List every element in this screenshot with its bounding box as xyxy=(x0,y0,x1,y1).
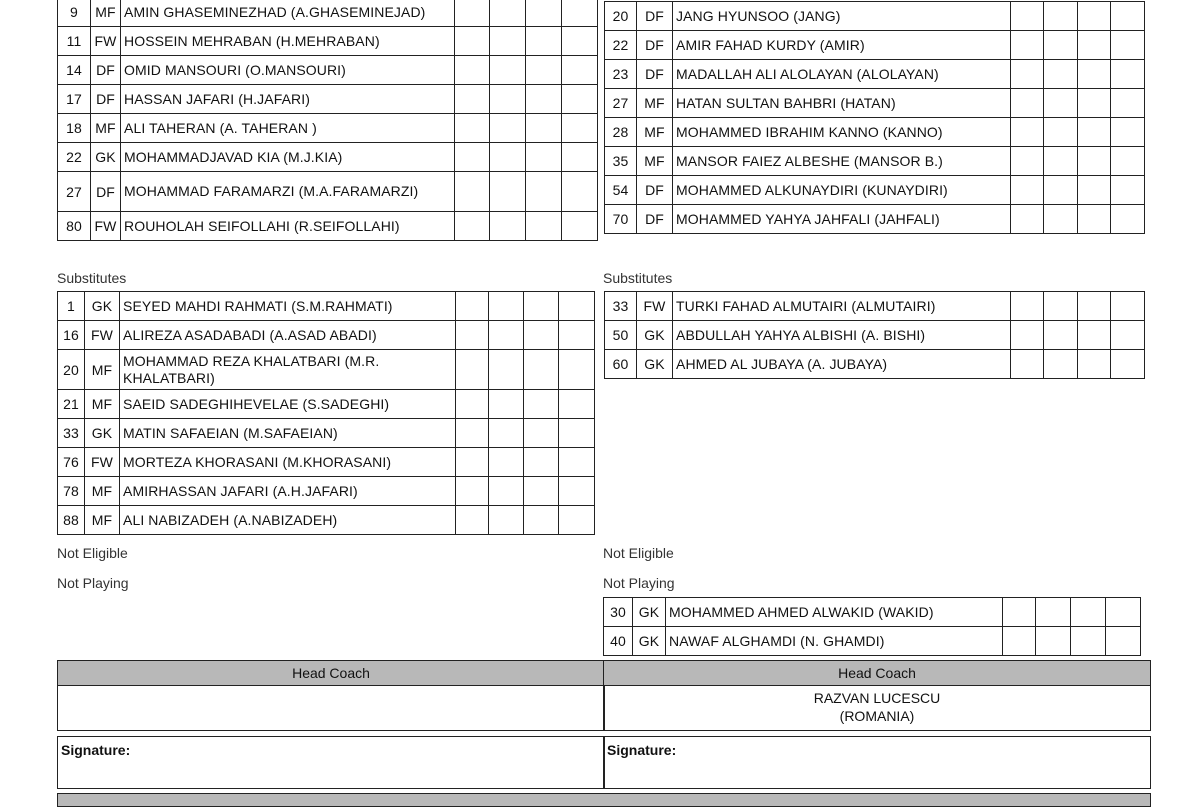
player-row xyxy=(58,448,595,477)
player-position: DF xyxy=(637,2,673,31)
mark-cell[interactable] xyxy=(1011,118,1044,147)
mark-cell[interactable] xyxy=(524,350,559,390)
mark-cell[interactable] xyxy=(456,350,489,390)
mark-cell[interactable] xyxy=(456,448,489,477)
mark-cell[interactable] xyxy=(1111,205,1145,234)
player-number: 30 xyxy=(604,598,633,627)
mark-cell[interactable] xyxy=(490,85,526,114)
player-number: 78 xyxy=(58,477,85,506)
mark-cell[interactable] xyxy=(524,321,559,350)
mark-cell[interactable] xyxy=(559,390,595,419)
mark-cell[interactable] xyxy=(490,0,526,27)
player-row xyxy=(605,205,1145,234)
player-number: 14 xyxy=(58,56,91,85)
mark-cell[interactable] xyxy=(455,143,490,172)
mark-cell[interactable] xyxy=(1111,292,1145,321)
player-number: 17 xyxy=(58,85,91,114)
mark-cell[interactable] xyxy=(1111,350,1145,379)
player-row xyxy=(604,598,1141,627)
mark-cell[interactable] xyxy=(1003,627,1036,656)
mark-cell[interactable] xyxy=(456,506,489,535)
player-number: 22 xyxy=(58,143,91,172)
team-a-head-coach-box xyxy=(57,686,605,731)
player-name: MOHAMMED AHMED ALWAKID (WAKID) xyxy=(666,598,1003,627)
mark-cell[interactable] xyxy=(1111,31,1145,60)
player-name: AHMED AL JUBAYA (A. JUBAYA) xyxy=(673,350,1011,379)
player-row xyxy=(605,31,1145,60)
mark-cell[interactable] xyxy=(559,506,595,535)
mark-cell[interactable] xyxy=(559,419,595,448)
player-row xyxy=(605,89,1145,118)
mark-cell[interactable] xyxy=(1078,176,1111,205)
team-b-not-playing-label: Not Playing xyxy=(603,575,675,591)
player-position: MF xyxy=(637,118,673,147)
player-name: MORTEZA KHORASANI (M.KHORASANI) xyxy=(120,448,456,477)
mark-cell[interactable] xyxy=(1111,321,1145,350)
mark-cell[interactable] xyxy=(524,419,559,448)
player-row xyxy=(58,350,595,390)
mark-cell[interactable] xyxy=(524,448,559,477)
player-name: AMIRHASSAN JAFARI (A.H.JAFARI) xyxy=(120,477,456,506)
player-position: MF xyxy=(85,506,120,535)
mark-cell[interactable] xyxy=(1111,2,1145,31)
mark-cell[interactable] xyxy=(559,321,595,350)
player-row xyxy=(58,0,598,27)
player-number: 54 xyxy=(605,176,637,205)
mark-cell[interactable] xyxy=(559,448,595,477)
mark-cell[interactable] xyxy=(559,350,595,390)
mark-cell[interactable] xyxy=(562,114,598,143)
player-position: GK xyxy=(85,292,120,321)
player-name: HASSAN JAFARI (H.JAFARI) xyxy=(121,85,455,114)
mark-cell[interactable] xyxy=(490,212,526,241)
mark-cell[interactable] xyxy=(1044,321,1078,350)
mark-cell[interactable] xyxy=(1011,89,1044,118)
player-number: 1 xyxy=(58,292,85,321)
mark-cell[interactable] xyxy=(456,390,489,419)
team-b-head-coach-header: Head Coach xyxy=(603,660,1151,686)
team-a-head-coach-header: Head Coach xyxy=(57,660,605,686)
player-number: 27 xyxy=(605,89,637,118)
mark-cell[interactable] xyxy=(1044,31,1078,60)
player-number: 76 xyxy=(58,448,85,477)
player-position: FW xyxy=(91,27,121,56)
player-name: ALI TAHERAN (A. TAHERAN ) xyxy=(121,114,455,143)
team-b-not-playing-table xyxy=(603,597,1141,656)
player-position: MF xyxy=(637,89,673,118)
mark-cell[interactable] xyxy=(526,85,562,114)
player-number: 23 xyxy=(605,60,637,89)
mark-cell[interactable] xyxy=(562,143,598,172)
mark-cell[interactable] xyxy=(559,477,595,506)
team-a-signature-box[interactable] xyxy=(57,736,605,789)
mark-cell[interactable] xyxy=(490,27,526,56)
player-name: ROUHOLAH SEIFOLLAHI (R.SEIFOLLAHI) xyxy=(121,212,455,241)
player-number: 88 xyxy=(58,506,85,535)
player-row xyxy=(605,147,1145,176)
footer-bar xyxy=(57,793,1151,807)
player-name: MOHAMMADJAVAD KIA (M.J.KIA) xyxy=(121,143,455,172)
player-position: DF xyxy=(91,172,121,212)
mark-cell[interactable] xyxy=(456,292,489,321)
player-position: MF xyxy=(85,477,120,506)
mark-cell[interactable] xyxy=(489,390,524,419)
mark-cell[interactable] xyxy=(1011,176,1044,205)
player-row xyxy=(58,56,598,85)
mark-cell[interactable] xyxy=(524,292,559,321)
player-row xyxy=(605,176,1145,205)
player-position: FW xyxy=(637,292,673,321)
mark-cell[interactable] xyxy=(456,321,489,350)
mark-cell[interactable] xyxy=(559,292,595,321)
mark-cell[interactable] xyxy=(1011,205,1044,234)
team-a-substitutes-label: Substitutes xyxy=(57,270,127,286)
player-name: JANG HYUNSOO (JANG) xyxy=(673,2,1011,31)
mark-cell[interactable] xyxy=(1078,118,1111,147)
player-row xyxy=(605,60,1145,89)
player-row xyxy=(605,118,1145,147)
mark-cell[interactable] xyxy=(1036,598,1071,627)
mark-cell[interactable] xyxy=(1003,598,1036,627)
mark-cell[interactable] xyxy=(1044,147,1078,176)
mark-cell[interactable] xyxy=(1111,89,1145,118)
mark-cell[interactable] xyxy=(526,212,562,241)
mark-cell[interactable] xyxy=(455,27,490,56)
player-row xyxy=(58,292,595,321)
mark-cell[interactable] xyxy=(1011,2,1044,31)
mark-cell[interactable] xyxy=(526,27,562,56)
player-name: SAEID SADEGHIHEVELAE (S.SADEGHI) xyxy=(120,390,456,419)
mark-cell[interactable] xyxy=(489,477,524,506)
player-position: MF xyxy=(637,147,673,176)
mark-cell[interactable] xyxy=(1044,176,1078,205)
mark-cell[interactable] xyxy=(526,114,562,143)
mark-cell[interactable] xyxy=(1044,2,1078,31)
team-a-starters-table xyxy=(57,0,598,241)
mark-cell[interactable] xyxy=(455,85,490,114)
player-position: DF xyxy=(637,205,673,234)
player-position: MF xyxy=(91,114,121,143)
player-name: MOHAMMAD FARAMARZI (M.A.FARAMARZI) xyxy=(121,172,455,212)
player-number: 70 xyxy=(605,205,637,234)
mark-cell[interactable] xyxy=(1011,60,1044,89)
player-row xyxy=(58,85,598,114)
player-position: DF xyxy=(637,60,673,89)
mark-cell[interactable] xyxy=(1011,292,1044,321)
mark-cell[interactable] xyxy=(1044,205,1078,234)
team-b-substitutes-label: Substitutes xyxy=(603,270,673,286)
player-name: MANSOR FAIEZ ALBESHE (MANSOR B.) xyxy=(673,147,1011,176)
mark-cell[interactable] xyxy=(455,172,490,212)
player-number: 33 xyxy=(58,419,85,448)
mark-cell[interactable] xyxy=(489,350,524,390)
mark-cell[interactable] xyxy=(1044,292,1078,321)
mark-cell[interactable] xyxy=(455,212,490,241)
player-name: NAWAF ALGHAMDI (N. GHAMDI) xyxy=(666,627,1003,656)
player-position: GK xyxy=(637,321,673,350)
mark-cell[interactable] xyxy=(1078,205,1111,234)
player-position: DF xyxy=(91,85,121,114)
mark-cell[interactable] xyxy=(1078,350,1111,379)
player-name: ALI NABIZADEH (A.NABIZADEH) xyxy=(120,506,456,535)
player-name: MADALLAH ALI ALOLAYAN (ALOLAYAN) xyxy=(673,60,1011,89)
player-name: OMID MANSOURI (O.MANSOURI) xyxy=(121,56,455,85)
player-name: ABDULLAH YAHYA ALBISHI (A. BISHI) xyxy=(673,321,1011,350)
player-name: ALIREZA ASADABADI (A.ASAD ABADI) xyxy=(120,321,456,350)
mark-cell[interactable] xyxy=(1011,321,1044,350)
player-name: MOHAMMED ALKUNAYDIRI (KUNAYDIRI) xyxy=(673,176,1011,205)
mark-cell[interactable] xyxy=(1011,350,1044,379)
mark-cell[interactable] xyxy=(456,477,489,506)
mark-cell[interactable] xyxy=(526,56,562,85)
player-number: 16 xyxy=(58,321,85,350)
mark-cell[interactable] xyxy=(562,172,598,212)
mark-cell[interactable] xyxy=(1106,598,1141,627)
mark-cell[interactable] xyxy=(1044,118,1078,147)
mark-cell[interactable] xyxy=(526,143,562,172)
mark-cell[interactable] xyxy=(1036,627,1071,656)
player-number: 28 xyxy=(605,118,637,147)
player-row xyxy=(605,292,1145,321)
mark-cell[interactable] xyxy=(489,419,524,448)
player-row xyxy=(605,2,1145,31)
player-name: MATIN SAFAEIAN (M.SAFAEIAN) xyxy=(120,419,456,448)
mark-cell[interactable] xyxy=(1044,89,1078,118)
player-row xyxy=(58,172,598,212)
mark-cell[interactable] xyxy=(455,114,490,143)
mark-cell[interactable] xyxy=(1111,60,1145,89)
mark-cell[interactable] xyxy=(489,448,524,477)
player-row xyxy=(58,477,595,506)
mark-cell[interactable] xyxy=(456,419,489,448)
player-position: FW xyxy=(85,321,120,350)
player-position: GK xyxy=(633,598,666,627)
player-position: FW xyxy=(85,448,120,477)
player-row xyxy=(58,506,595,535)
mark-cell[interactable] xyxy=(562,85,598,114)
mark-cell[interactable] xyxy=(526,0,562,27)
mark-cell[interactable] xyxy=(455,0,490,27)
player-row xyxy=(58,143,598,172)
player-name: AMIN GHASEMINEZHAD (A.GHASEMINEJAD) xyxy=(121,0,455,27)
mark-cell[interactable] xyxy=(1111,118,1145,147)
player-number: 60 xyxy=(605,350,637,379)
player-number: 9 xyxy=(58,0,91,27)
mark-cell[interactable] xyxy=(524,506,559,535)
mark-cell[interactable] xyxy=(489,292,524,321)
player-name: AMIR FAHAD KURDY (AMIR) xyxy=(673,31,1011,60)
mark-cell[interactable] xyxy=(455,56,490,85)
team-b-signature-box[interactable] xyxy=(603,736,1151,789)
mark-cell[interactable] xyxy=(490,172,526,212)
team-b-substitutes-table xyxy=(604,291,1145,379)
player-number: 50 xyxy=(605,321,637,350)
mark-cell[interactable] xyxy=(562,0,598,27)
mark-cell[interactable] xyxy=(562,212,598,241)
mark-cell[interactable] xyxy=(1078,321,1111,350)
player-number: 35 xyxy=(605,147,637,176)
player-number: 20 xyxy=(605,2,637,31)
mark-cell[interactable] xyxy=(489,506,524,535)
mark-cell[interactable] xyxy=(490,143,526,172)
mark-cell[interactable] xyxy=(1044,60,1078,89)
mark-cell[interactable] xyxy=(1071,627,1106,656)
player-row xyxy=(58,212,598,241)
player-number: 40 xyxy=(604,627,633,656)
player-row xyxy=(58,27,598,56)
player-number: 20 xyxy=(58,350,85,390)
team-b-starters-table xyxy=(604,1,1145,234)
mark-cell[interactable] xyxy=(526,172,562,212)
mark-cell[interactable] xyxy=(1111,176,1145,205)
player-row xyxy=(604,627,1141,656)
mark-cell[interactable] xyxy=(1078,60,1111,89)
player-position: DF xyxy=(91,56,121,85)
mark-cell[interactable] xyxy=(1044,350,1078,379)
player-position: GK xyxy=(633,627,666,656)
team-b-head-coach-country: (ROMANIA) xyxy=(839,708,915,724)
player-position: GK xyxy=(91,143,121,172)
team-b-head-coach-box xyxy=(603,686,1151,731)
mark-cell[interactable] xyxy=(1078,147,1111,176)
player-name: MOHAMMAD REZA KHALATBARI (M.R. KHALATBARI) xyxy=(120,350,456,390)
mark-cell[interactable] xyxy=(1078,31,1111,60)
mark-cell[interactable] xyxy=(1078,89,1111,118)
player-position: DF xyxy=(637,176,673,205)
mark-cell[interactable] xyxy=(524,390,559,419)
player-number: 18 xyxy=(58,114,91,143)
player-row xyxy=(605,321,1145,350)
team-b-not-eligible-label: Not Eligible xyxy=(603,545,674,561)
team-b-signature-label: Signature: xyxy=(607,742,677,758)
mark-cell[interactable] xyxy=(524,477,559,506)
team-a-signature-label: Signature: xyxy=(61,742,131,758)
mark-cell[interactable] xyxy=(562,56,598,85)
player-row xyxy=(58,114,598,143)
player-number: 33 xyxy=(605,292,637,321)
player-position: MF xyxy=(85,390,120,419)
mark-cell[interactable] xyxy=(490,114,526,143)
team-a-not-eligible-label: Not Eligible xyxy=(57,545,128,561)
mark-cell[interactable] xyxy=(1078,292,1111,321)
mark-cell[interactable] xyxy=(1111,147,1145,176)
player-row xyxy=(58,321,595,350)
player-name: HATAN SULTAN BAHBRI (HATAN) xyxy=(673,89,1011,118)
player-name: MOHAMMED IBRAHIM KANNO (KANNO) xyxy=(673,118,1011,147)
player-name: SEYED MAHDI RAHMATI (S.M.RAHMATI) xyxy=(120,292,456,321)
mark-cell[interactable] xyxy=(490,56,526,85)
mark-cell[interactable] xyxy=(489,321,524,350)
player-name: HOSSEIN MEHRABAN (H.MEHRABAN) xyxy=(121,27,455,56)
player-position: FW xyxy=(91,212,121,241)
player-row xyxy=(605,350,1145,379)
player-row xyxy=(58,390,595,419)
team-a-substitutes-table xyxy=(57,291,595,535)
mark-cell[interactable] xyxy=(1011,147,1044,176)
player-position: GK xyxy=(85,419,120,448)
player-position: MF xyxy=(85,350,120,390)
player-number: 22 xyxy=(605,31,637,60)
mark-cell[interactable] xyxy=(1011,31,1044,60)
player-name: MOHAMMED YAHYA JAHFALI (JAHFALI) xyxy=(673,205,1011,234)
team-b-head-coach-name: RAZVAN LUCESCU xyxy=(813,690,941,706)
player-position: GK xyxy=(637,350,673,379)
player-number: 11 xyxy=(58,27,91,56)
mark-cell[interactable] xyxy=(1078,2,1111,31)
mark-cell[interactable] xyxy=(562,27,598,56)
mark-cell[interactable] xyxy=(1106,627,1141,656)
player-number: 80 xyxy=(58,212,91,241)
player-row xyxy=(58,419,595,448)
mark-cell[interactable] xyxy=(1071,598,1106,627)
team-a-not-playing-label: Not Playing xyxy=(57,575,129,591)
player-position: DF xyxy=(637,31,673,60)
player-number: 27 xyxy=(58,172,91,212)
player-name: TURKI FAHAD ALMUTAIRI (ALMUTAIRI) xyxy=(673,292,1011,321)
player-number: 21 xyxy=(58,390,85,419)
player-position: MF xyxy=(91,0,121,27)
